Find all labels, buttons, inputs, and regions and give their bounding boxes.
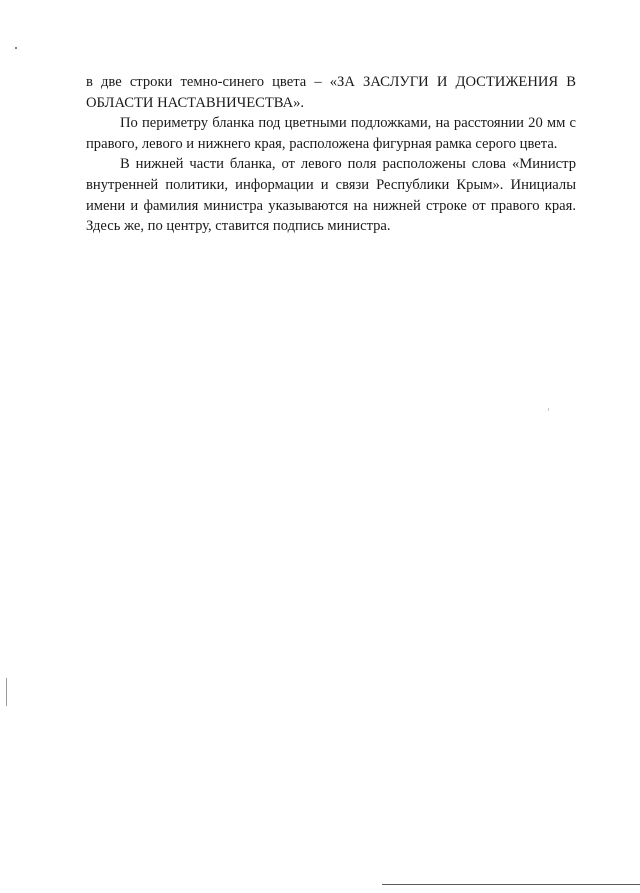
paragraph-frame-description: По периметру бланка под цветными подложками, на расстоянии 20 мм с правого, левого и нижнего края, расположена фигурная рамка серого цвета. xyxy=(86,115,576,152)
paragraph-continuation: в две строки темно-синего цвета – «ЗА ЗАСЛУГИ И ДОСТИЖЕНИЯ В ОБЛАСТИ НАСТАВНИЧЕСТВА». xyxy=(86,74,576,111)
scan-artifact-bottom-line xyxy=(382,884,640,885)
document-body xyxy=(86,72,576,237)
paragraph-signature-description: В нижней части бланка, от левого поля расположены слова «Министр внутренней политики, информации и связи Республики Крым». Инициалы имени и фамилия министра указываются на нижней строке от правого края. Здесь же, по центру, ставится подпись министра. xyxy=(86,156,576,235)
scan-artifact-dot xyxy=(15,47,17,49)
scan-artifact-edge-mark xyxy=(6,678,7,706)
scan-artifact-faint xyxy=(548,408,549,411)
